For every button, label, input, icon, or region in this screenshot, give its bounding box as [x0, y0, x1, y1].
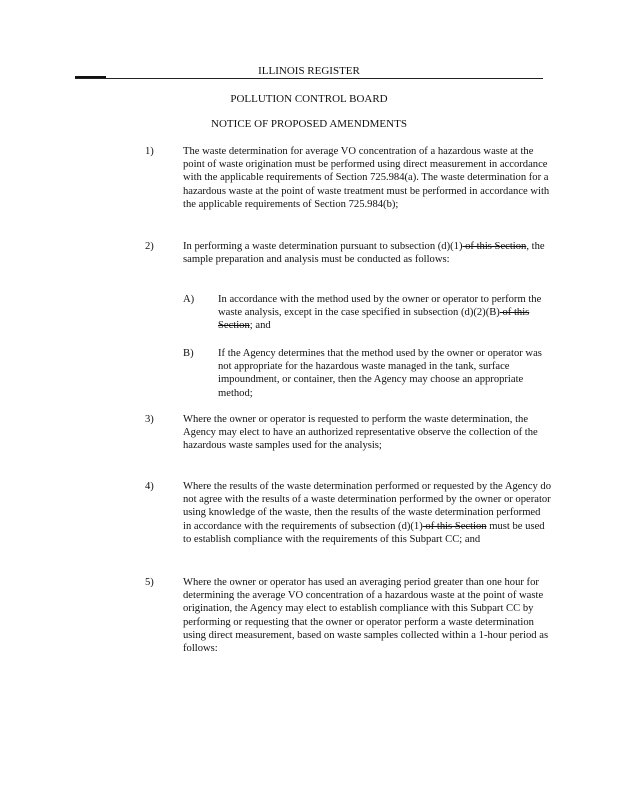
notice-title: NOTICE OF PROPOSED AMENDMENTS [211, 118, 407, 130]
item-2a-text [218, 293, 553, 333]
item-4-text-b: must be used to establish compliance with the requirements of this Subpart CC; and [183, 520, 545, 545]
item-4-text [183, 480, 551, 546]
item-3-text: Where the owner or operator is requested to perform the waste determination, the Agency may elect to have an authorized representative observe the collection of the hazardous waste samples used for the analysis; [183, 414, 538, 452]
item-5-number: 5) [145, 577, 154, 588]
item-4-strike: of this Section [422, 520, 487, 532]
item-1-number: 1) [145, 146, 154, 157]
register-title: ILLINOIS REGISTER [258, 65, 360, 77]
item-2b-number: B) [183, 348, 194, 359]
board-title: POLLUTION CONTROL BOARD [230, 93, 388, 105]
item-5-text: Where the owner or operator has used an averaging period greater than one hour for determining the average VO concentration of a hazardous waste at the point of waste origination, the Agency may elect to establish compliance with this Subpart CC by performing or requesting that the owner or operator perform a waste determination using direct measurement, based on waste samples collected within a 1-hour period as follows: [183, 577, 549, 655]
item-2-text [183, 240, 551, 266]
item-2a-number: A) [183, 294, 195, 305]
item-2a-text-a: In accordance with the method used by the owner or operator to perform the waste analysis, except in the case specified in subsection (d)(2)(B) [218, 294, 542, 319]
header-rule [75, 78, 543, 79]
item-2-number: 2) [145, 241, 154, 252]
item-2-strike: of this Section [462, 241, 527, 252]
item-2a-text-b: ; and [249, 320, 271, 332]
item-1-text: The waste determination for average VO concentration of a hazardous waste at the point of waste origination must be performed using direct measurement in accordance with the applicable requirements of Section 725.984(a). The waste determination for a hazardous waste at the point of waste treatment must be performed in accordance with the applicable requirements of Section 725.984(b); [183, 146, 550, 210]
item-4-number: 4) [145, 481, 154, 492]
item-4-text-a: Where the results of the waste determination performed or requested by the Agency do not agree with the results of a waste determination performed by the owner or operator using knowledge of the waste, then the results of the waste determination performed in accordance with the requirements of subsection (d)(1) [183, 481, 552, 532]
item-3-number: 3) [145, 414, 154, 425]
item-2-text-b: , the sample preparation and analysis must be conducted as follows: [183, 241, 545, 266]
item-2a-strike: of this Section [218, 307, 530, 332]
item-2-text-a: In performing a waste determination pursuant to subsection (d)(1) [183, 241, 463, 252]
item-2b-text: If the Agency determines that the method used by the owner or operator was not appropriate for the hazardous waste managed in the tank, surface impoundment, or container, then the Agency may choose an appropriate method; [218, 348, 542, 399]
